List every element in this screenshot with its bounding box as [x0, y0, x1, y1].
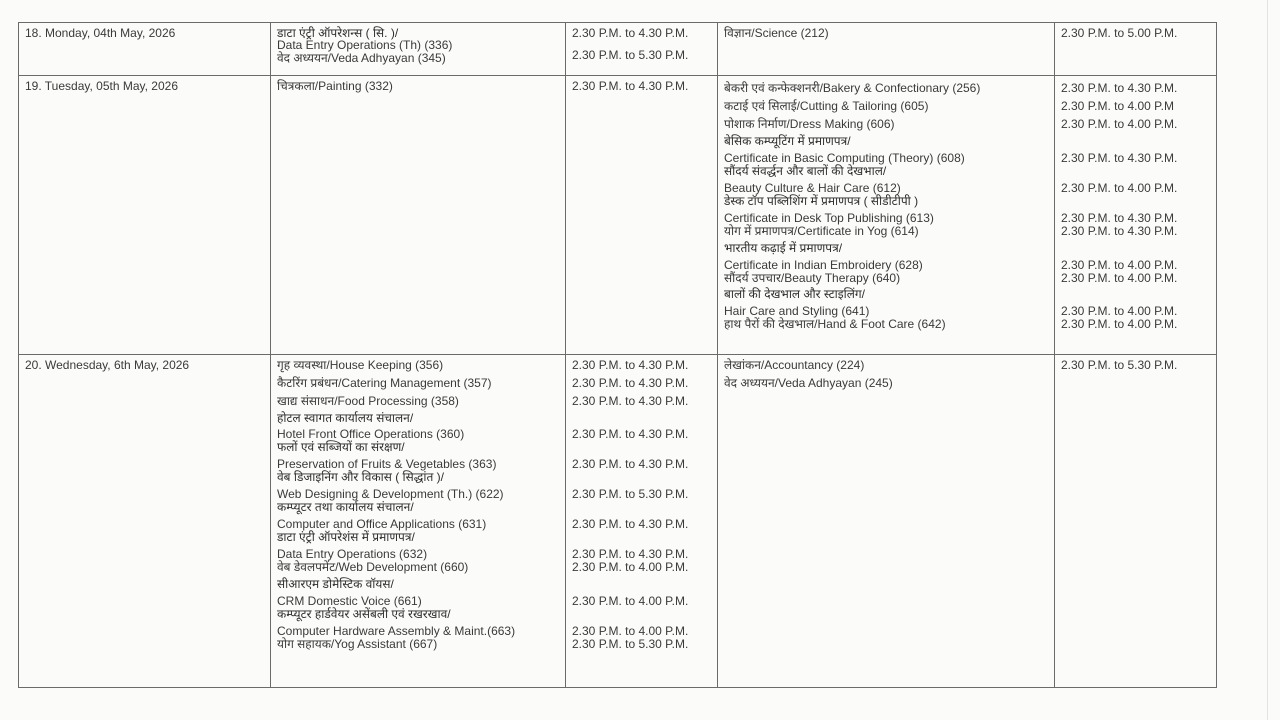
subject-hindi: वेब डिजाइनिंग और विकास ( सिद्धांत )/ [277, 470, 444, 484]
exam-time: 2.30 P.M. to 4.30 P.M. [1061, 211, 1178, 225]
exam-time: 2.30 P.M. to 4.30 P.M. [572, 427, 689, 441]
date-cell [19, 76, 271, 355]
subject-name: Hair Care and Styling (641) [724, 304, 870, 318]
times-group2-cell [1055, 355, 1217, 688]
schedule-row [19, 355, 1217, 688]
subject-name: कैटरिंग प्रबंधन/Catering Management (357) [277, 376, 492, 390]
page-edge-divider [1267, 0, 1268, 720]
subject-name: पोशाक निर्माण/Dress Making (606) [724, 117, 895, 131]
subject-name: योग में प्रमाणपत्र/Certificate in Yog (614) [724, 224, 919, 238]
subject-name: Web Designing & Development (Th.) (622) [277, 487, 504, 501]
subject-name: Certificate in Desk Top Publishing (613) [724, 211, 934, 225]
exam-time: 2.30 P.M. to 4.30 P.M. [572, 358, 689, 372]
times-group1-cell [566, 355, 718, 688]
subject-hindi: डेस्क टॉप पब्लिशिंग में प्रमाणपत्र ( सीडीटीपी ) [724, 194, 919, 208]
subjects-group1-cell [271, 23, 566, 76]
exam-time: 2.30 P.M. to 5.30 P.M. [572, 487, 689, 501]
subject-name: Beauty Culture & Hair Care (612) [724, 181, 901, 195]
subjects-group2-cell [718, 23, 1055, 76]
exam-date: 20. Wednesday, 6th May, 2026 [25, 358, 190, 372]
exam-time: 2.30 P.M. to 4.00 P.M. [572, 560, 689, 574]
subjects-group2-cell [718, 355, 1055, 688]
schedule-row [19, 76, 1217, 355]
times-group2-cell [1055, 23, 1217, 76]
date-cell [19, 355, 271, 688]
exam-time: 2.30 P.M. to 5.00 P.M. [1061, 26, 1178, 40]
subject-hindi: बेसिक कम्प्यूटिंग में प्रमाणपत्र/ [724, 134, 851, 148]
exam-time: 2.30 P.M. to 4.30 P.M. [572, 394, 689, 408]
subject-name: कटाई एवं सिलाई/Cutting & Tailoring (605) [724, 99, 929, 113]
exam-time: 2.30 P.M. to 4.30 P.M. [572, 457, 689, 471]
subject-name: Certificate in Indian Embroidery (628) [724, 258, 923, 272]
subject-name: Certificate in Basic Computing (Theory) (608) [724, 151, 965, 165]
subject-name: वेद अध्ययन/Veda Adhyayan (345) [277, 51, 446, 65]
exam-schedule-table [18, 22, 1217, 688]
subject-name: Data Entry Operations (632) [277, 547, 428, 561]
exam-time: 2.30 P.M. to 4.30 P.M. [572, 26, 689, 40]
subject-hindi: कम्प्यूटर हार्डवेयर असेंबली एवं रखरखाव/ [277, 607, 451, 621]
exam-time: 2.30 P.M. to 4.00 P.M. [1061, 304, 1178, 318]
subject-name: लेखांकन/Accountancy (224) [724, 358, 865, 372]
subject-name: विज्ञान/Science (212) [724, 26, 829, 40]
times-group1-cell [566, 76, 718, 355]
subjects-group2-cell [718, 76, 1055, 355]
schedule-row [19, 23, 1217, 76]
exam-time: 2.30 P.M. to 4.30 P.M. [572, 79, 689, 93]
exam-time: 2.30 P.M. to 5.30 P.M. [1061, 358, 1178, 372]
subject-name: Computer Hardware Assembly & Maint.(663) [277, 624, 516, 638]
exam-time: 2.30 P.M. to 4.00 P.M. [572, 594, 689, 608]
subject-name: सौंदर्य उपचार/Beauty Therapy (640) [724, 271, 901, 285]
subject-hindi: डाटा एंट्री ऑपरेशन्स ( सि. )/ [277, 26, 399, 40]
subject-name: Hotel Front Office Operations (360) [277, 427, 465, 441]
exam-time: 2.30 P.M. to 4.00 P.M [1061, 99, 1174, 113]
subject-hindi: होटल स्वागत कार्यालय संचालन/ [277, 411, 414, 425]
subjects-group1-cell [271, 76, 566, 355]
subject-hindi: सौंदर्य संवर्द्धन और बालों की देखभाल/ [724, 164, 887, 178]
subject-hindi: डाटा एंट्री ऑपरेशंस में प्रमाणपत्र/ [277, 530, 415, 544]
subject-name: Computer and Office Applications (631) [277, 517, 487, 531]
exam-date: 19. Tuesday, 05th May, 2026 [25, 79, 178, 93]
exam-time: 2.30 P.M. to 4.00 P.M. [1061, 258, 1178, 272]
exam-time: 2.30 P.M. to 4.30 P.M. [572, 376, 689, 390]
exam-time: 2.30 P.M. to 4.30 P.M. [572, 517, 689, 531]
exam-time: 2.30 P.M. to 5.30 P.M. [572, 637, 689, 651]
exam-time: 2.30 P.M. to 4.30 P.M. [572, 547, 689, 561]
subject-hindi: कम्प्यूटर तथा कार्यालय संचालन/ [277, 500, 414, 514]
subject-name: खाद्य संसाधन/Food Processing (358) [277, 394, 459, 408]
exam-date: 18. Monday, 04th May, 2026 [25, 26, 176, 40]
subject-name: CRM Domestic Voice (661) [277, 594, 422, 608]
subject-name: हाथ पैरों की देखभाल/Hand & Foot Care (642) [724, 317, 946, 331]
subject-hindi: भारतीय कढ़ाई में प्रमाणपत्र/ [724, 241, 843, 255]
subject-name: बेकरी एवं कन्फेक्शनरी/Bakery & Confectionary (256) [724, 81, 981, 95]
subject-name: Preservation of Fruits & Vegetables (363) [277, 457, 497, 471]
subject-name: वेद अध्ययन/Veda Adhyayan (245) [724, 376, 893, 390]
exam-time: 2.30 P.M. to 4.30 P.M. [1061, 224, 1178, 238]
exam-time: 2.30 P.M. to 4.30 P.M. [1061, 81, 1178, 95]
times-group1-cell [566, 23, 718, 76]
exam-time: 2.30 P.M. to 5.30 P.M. [572, 48, 689, 62]
subject-hindi: सीआरएम डोमेस्टिक वॉयस/ [277, 577, 394, 591]
exam-time: 2.30 P.M. to 4.00 P.M. [1061, 271, 1178, 285]
exam-time: 2.30 P.M. to 4.00 P.M. [1061, 317, 1178, 331]
subjects-group1-cell [271, 355, 566, 688]
exam-time: 2.30 P.M. to 4.00 P.M. [1061, 181, 1178, 195]
exam-time: 2.30 P.M. to 4.30 P.M. [1061, 151, 1178, 165]
exam-time: 2.30 P.M. to 4.00 P.M. [1061, 117, 1178, 131]
exam-time: 2.30 P.M. to 4.00 P.M. [572, 624, 689, 638]
subject-name: वेब डेवलपमेंट/Web Development (660) [277, 560, 469, 574]
subject-hindi: बालों की देखभाल और स्टाइलिंग/ [724, 287, 865, 301]
subject-name: योग सहायक/Yog Assistant (667) [277, 637, 438, 651]
subject-hindi: फलों एवं सब्जियों का संरक्षण/ [277, 440, 405, 454]
subject-name: Data Entry Operations (Th) (336) [277, 38, 453, 52]
subject-name: गृह व्यवस्था/House Keeping (356) [277, 358, 444, 372]
schedule-body [19, 23, 1217, 688]
date-cell [19, 23, 271, 76]
times-group2-cell [1055, 76, 1217, 355]
subject-name: चित्रकला/Painting (332) [277, 79, 393, 93]
